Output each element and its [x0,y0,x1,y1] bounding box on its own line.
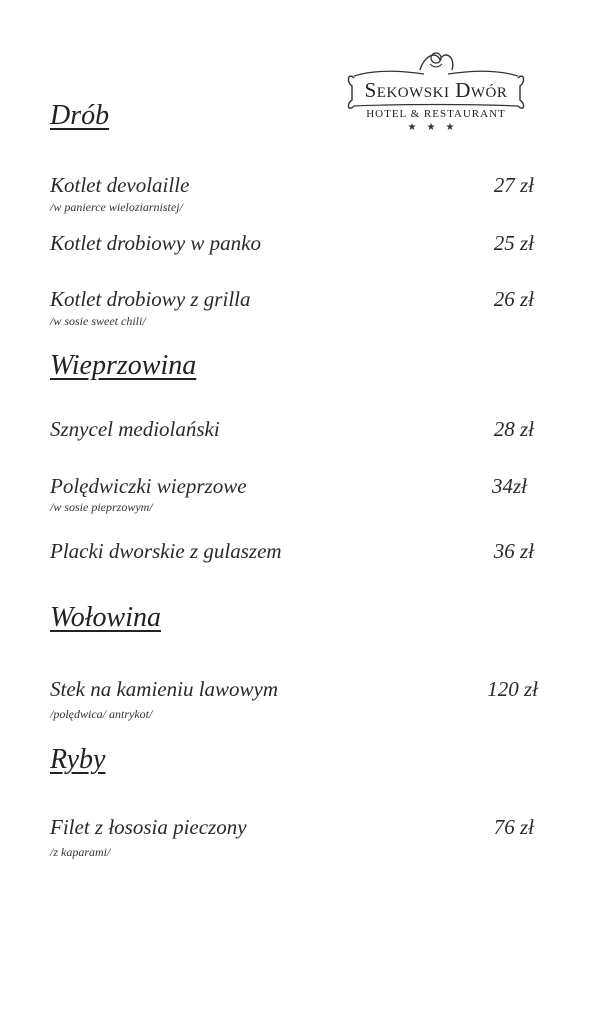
menu-item-name: Filet z łososia pieczony [50,815,247,839]
menu-item-note: /w panierce wieloziarnistej/ [50,200,183,214]
menu-item-name: Stek na kamieniu lawowym [50,677,279,701]
menu-item-price: 28 zł [493,417,534,441]
menu-item-price: 34zł [491,474,527,498]
menu-item-price: 36 zł [493,539,534,563]
menu-item-name: Kotlet devolaille [50,173,190,197]
menu-item-price: 27 zł [493,173,534,197]
logo-subtitle: HOTEL & RESTAURANT [366,108,506,120]
section-title-wolowina: Wołowina [50,602,161,633]
menu-item-note: /polędwica/ antrykot/ [50,707,153,721]
menu-item-price: 120 zł [487,677,538,701]
menu-item-note: /w sosie sweet chili/ [50,314,146,328]
menu-item-price: 26 zł [493,287,534,311]
logo-name: Sekowski Dwór [364,78,508,102]
menu-item-name: Polędwiczki wieprzowe [50,474,247,498]
section-title-drob: Drób [50,100,110,131]
menu-item-name: Sznycel mediolański [50,417,220,441]
menu-item-price: 76 zł [493,815,534,839]
section-title-wieprzowina: Wieprzowina [50,350,197,381]
menu-item-note: /w sosie pieprzowym/ [50,500,153,514]
menu-item-price: 25 zł [493,231,534,255]
hotel-logo [340,42,532,140]
menu-item-name: Placki dworskie z gulaszem [50,539,282,563]
section-title-ryby: Ryby [50,744,106,775]
logo-stars: ★★★ [407,122,465,133]
menu-item-note: /z kaparami/ [50,845,111,859]
menu-item-name: Kotlet drobiowy w panko [50,231,261,255]
menu-item-name: Kotlet drobiowy z grilla [50,287,251,311]
